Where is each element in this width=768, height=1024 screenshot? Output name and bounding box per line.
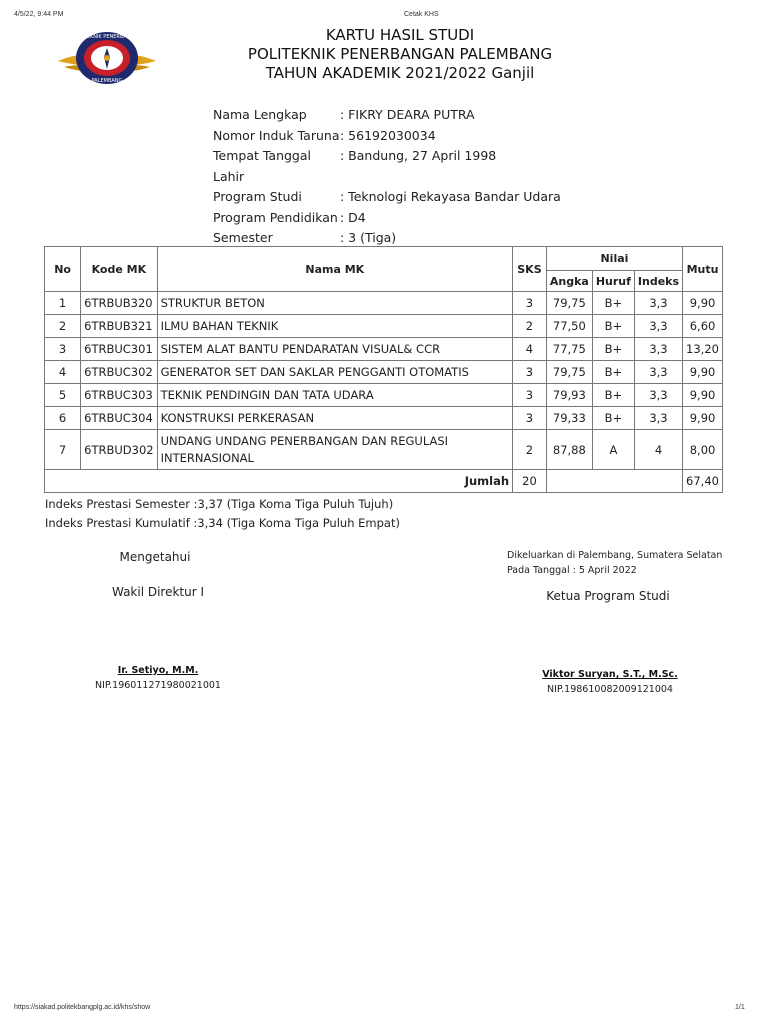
grades-table — [44, 246, 723, 493]
cell-indeks: 4 — [634, 430, 682, 470]
cell-no: 7 — [45, 430, 81, 470]
cell-kode: 6TRBUD302 — [81, 430, 157, 470]
logo-emblem-icon — [54, 27, 160, 91]
cell-kode: 6TRBUC301 — [81, 338, 157, 361]
table-header-row — [45, 247, 723, 271]
cell-angka: 87,88 — [546, 430, 592, 470]
cell-indeks: 3,3 — [634, 315, 682, 338]
sig-right-name: Viktor Suryan, S.T., M.Sc. — [542, 669, 678, 680]
table-row — [45, 430, 723, 470]
info-row-birth — [213, 146, 561, 187]
info-value: : 3 (Tiga) — [340, 230, 397, 245]
cell-indeks: 3,3 — [634, 407, 682, 430]
title-line-2: POLITEKNIK PENERBANGAN PALEMBANG — [247, 45, 553, 63]
table-row — [45, 338, 723, 361]
cell-angka: 79,93 — [546, 384, 592, 407]
cell-mutu: 8,00 — [683, 430, 723, 470]
table-total-row — [45, 470, 723, 493]
header-mutu: Mutu — [683, 247, 723, 292]
logo-text-top: POLITEKNIK PENERBANGAN — [72, 34, 142, 40]
sig-right-role: Ketua Program Studi — [546, 589, 670, 603]
header-nama-mk: Nama MK — [157, 247, 512, 292]
cell-huruf: B+ — [592, 384, 634, 407]
sig-right-nip: NIP.198610082009121004 — [547, 684, 673, 695]
header-angka: Angka — [546, 271, 592, 292]
cell-huruf: A — [592, 430, 634, 470]
cell-indeks: 3,3 — [634, 384, 682, 407]
info-label: Program Studi — [213, 189, 302, 204]
cell-sks: 3 — [513, 407, 547, 430]
cell-huruf: B+ — [592, 292, 634, 315]
header-kode-mk: Kode MK — [81, 247, 157, 292]
cell-sks: 2 — [513, 315, 547, 338]
header-nilai: Nilai — [546, 247, 682, 271]
title-line-1: KARTU HASIL STUDI — [325, 26, 475, 44]
cell-nama: ILMU BAHAN TEKNIK — [157, 315, 512, 338]
table-row — [45, 407, 723, 430]
cell-nama: STRUKTUR BETON — [157, 292, 512, 315]
table-row — [45, 292, 723, 315]
cell-huruf: B+ — [592, 338, 634, 361]
info-value: : Bandung, 27 April 1998 — [340, 148, 497, 163]
title-line-3: TAHUN AKADEMIK 2021/2022 Ganjil — [265, 64, 535, 82]
print-datetime: 4/5/22, 9:44 PM — [14, 11, 64, 18]
cell-indeks: 3,3 — [634, 338, 682, 361]
print-page-number: 1/1 — [735, 1004, 745, 1011]
cell-no: 6 — [45, 407, 81, 430]
cell-angka: 79,75 — [546, 292, 592, 315]
info-value: : 56192030034 — [340, 127, 436, 143]
cell-angka: 79,33 — [546, 407, 592, 430]
header-huruf: Huruf — [592, 271, 634, 292]
total-empty — [546, 470, 682, 493]
cell-no: 3 — [45, 338, 81, 361]
cell-indeks: 3,3 — [634, 361, 682, 384]
print-url: https://siakad.politekbangplg.ac.id/khs/show — [14, 1004, 151, 1011]
info-label: Program Pendidikan — [213, 209, 338, 225]
cell-mutu: 9,90 — [683, 361, 723, 384]
cell-kode: 6TRBUC303 — [81, 384, 157, 407]
cell-sks: 3 — [513, 361, 547, 384]
cell-angka: 77,75 — [546, 338, 592, 361]
cell-mutu: 9,90 — [683, 384, 723, 407]
cell-sks: 4 — [513, 338, 547, 361]
cell-kode: 6TRBUB321 — [81, 315, 157, 338]
info-label: Tempat Tanggal Lahir — [213, 148, 311, 184]
ip-kumulatif: Indeks Prestasi Kumulatif :3,34 (Tiga Koma Tiga Puluh Empat) — [45, 516, 400, 530]
cell-mutu: 13,20 — [683, 338, 723, 361]
cell-sks: 3 — [513, 384, 547, 407]
sig-right-issued-date: Pada Tanggal : 5 April 2022 — [507, 565, 637, 576]
student-info — [213, 105, 561, 249]
cell-angka: 79,75 — [546, 361, 592, 384]
cell-huruf: B+ — [592, 407, 634, 430]
cell-mutu: 9,90 — [683, 407, 723, 430]
cell-kode: 6TRBUC302 — [81, 361, 157, 384]
cell-nama: UNDANG UNDANG PENERBANGAN DAN REGULASI INTERNASIONAL — [157, 430, 512, 470]
cell-nama: TEKNIK PENDINGIN DAN TATA UDARA — [157, 384, 512, 407]
cell-huruf: B+ — [592, 315, 634, 338]
logo-text-bottom: PALEMBANG — [91, 78, 123, 84]
info-label: Semester — [213, 230, 273, 245]
cell-nama: SISTEM ALAT BANTU PENDARATAN VISUAL& CCR — [157, 338, 512, 361]
cell-no: 2 — [45, 315, 81, 338]
print-page-title: Cetak KHS — [404, 11, 439, 18]
info-row-program-studi — [213, 187, 561, 208]
info-row-program-pendidikan — [213, 208, 561, 229]
cell-mutu: 6,60 — [683, 315, 723, 338]
cell-indeks: 3,3 — [634, 292, 682, 315]
cell-kode: 6TRBUB320 — [81, 292, 157, 315]
total-mutu: 67,40 — [683, 470, 723, 493]
ip-semester: Indeks Prestasi Semester :3,37 (Tiga Koma Tiga Puluh Tujuh) — [45, 497, 394, 511]
sig-right-issued-place: Dikeluarkan di Palembang, Sumatera Selatan — [507, 550, 723, 561]
table-row — [45, 361, 723, 384]
info-value: : D4 — [340, 209, 366, 225]
table-row — [45, 384, 723, 407]
info-value: : FIKRY DEARA PUTRA — [340, 107, 475, 122]
cell-kode: 6TRBUC304 — [81, 407, 157, 430]
cell-no: 1 — [45, 292, 81, 315]
header-sks: SKS — [513, 247, 547, 292]
cell-nama: GENERATOR SET DAN SAKLAR PENGGANTI OTOMATIS — [157, 361, 512, 384]
info-row-nit — [213, 126, 561, 147]
total-sks: 20 — [513, 470, 547, 493]
cell-no: 4 — [45, 361, 81, 384]
header-indeks: Indeks — [634, 271, 682, 292]
info-label: Nomor Induk Taruna — [213, 127, 340, 143]
info-label: Nama Lengkap — [213, 107, 307, 122]
sig-left-nip: NIP.196011271980021001 — [95, 680, 221, 691]
sig-left-line2: Wakil Direktur I — [111, 585, 205, 599]
cell-mutu: 9,90 — [683, 292, 723, 315]
cell-sks: 2 — [513, 430, 547, 470]
cell-angka: 77,50 — [546, 315, 592, 338]
institution-logo — [54, 27, 160, 91]
info-value: : Teknologi Rekayasa Bandar Udara — [340, 189, 561, 204]
total-label: Jumlah — [45, 470, 513, 493]
cell-no: 5 — [45, 384, 81, 407]
cell-nama: KONSTRUKSI PERKERASAN — [157, 407, 512, 430]
cell-huruf: B+ — [592, 361, 634, 384]
cell-sks: 3 — [513, 292, 547, 315]
header-no: No — [45, 247, 81, 292]
sig-left-name: Ir. Setiyo, M.M. — [117, 665, 199, 676]
sig-left-line1: Mengetahui — [119, 550, 191, 564]
table-row — [45, 315, 723, 338]
info-row-name — [213, 105, 561, 126]
